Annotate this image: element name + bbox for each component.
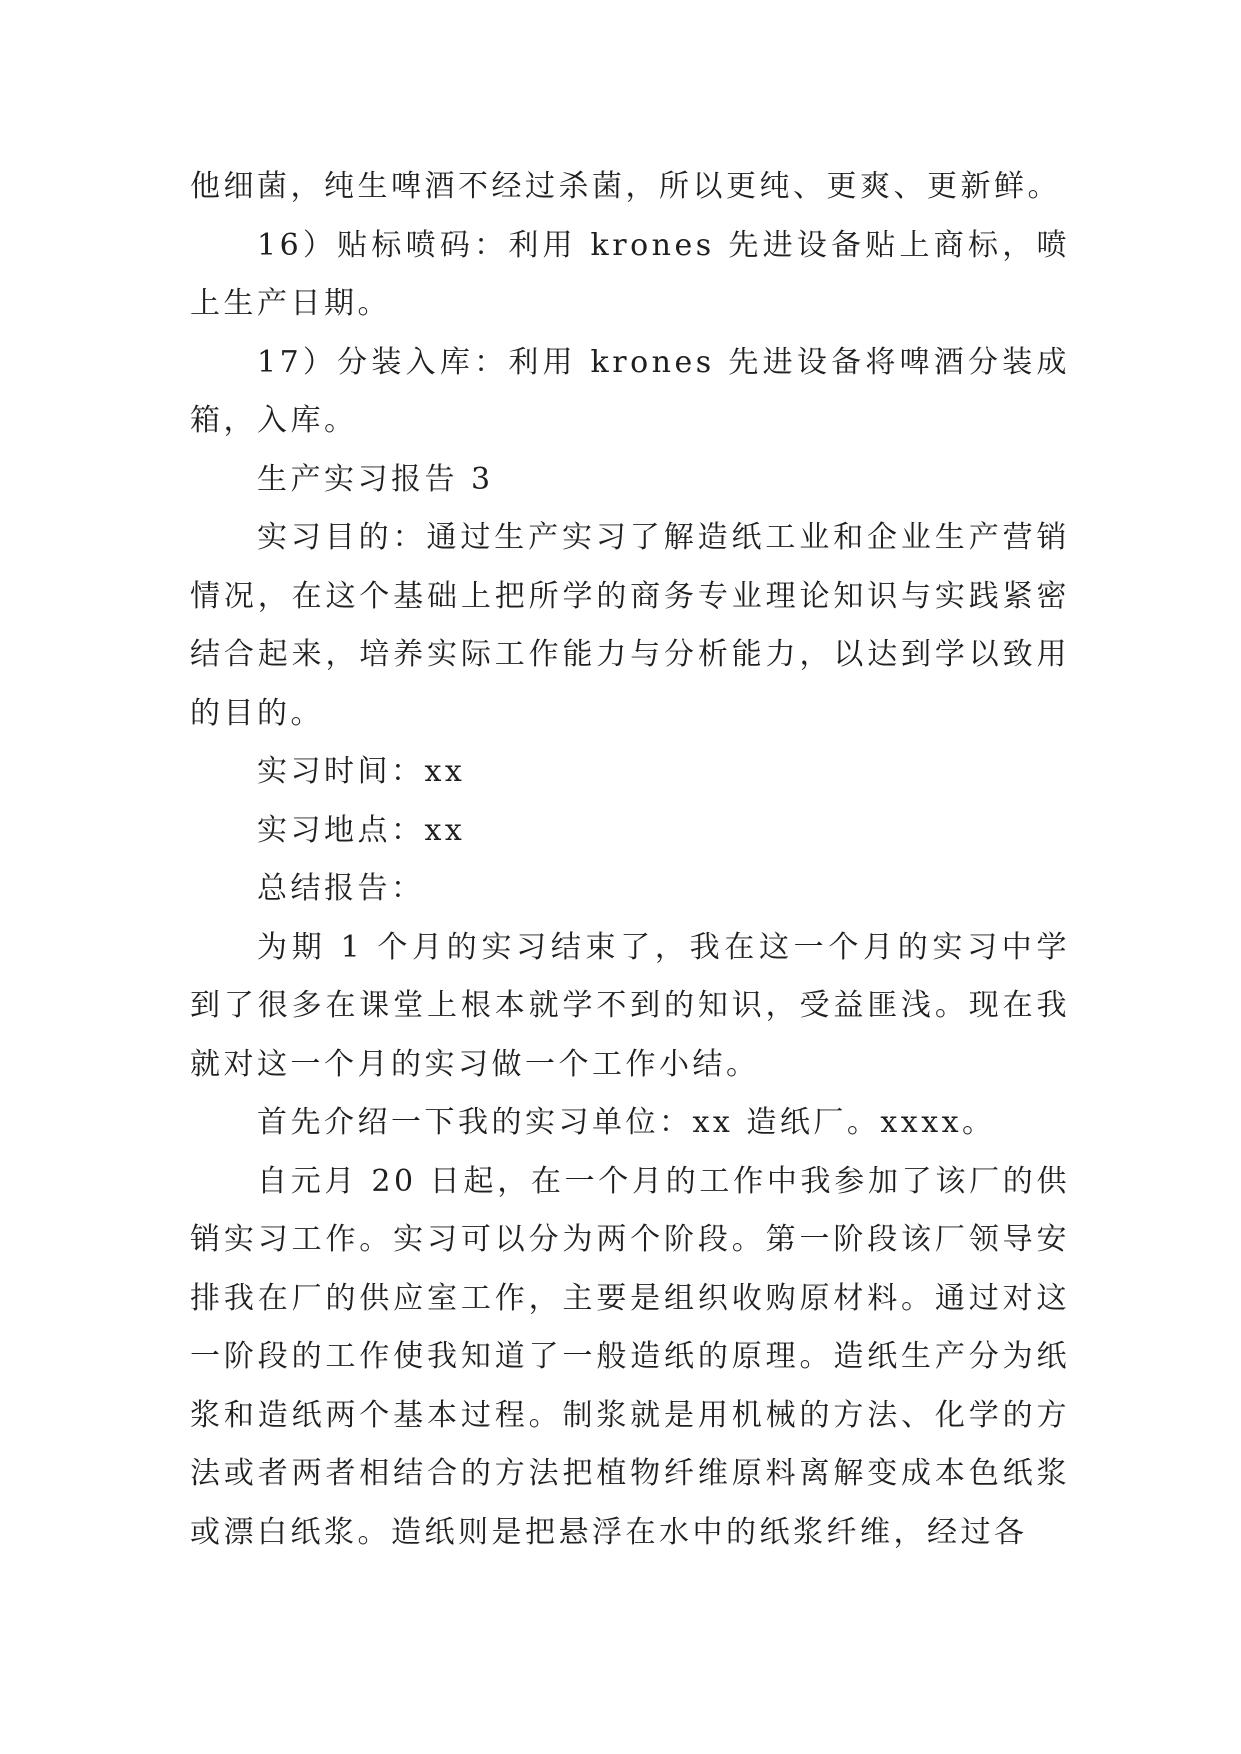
paragraph-location: 实习地点：xx bbox=[257, 812, 466, 848]
paragraph-1: 他细菌，纯生啤酒不经过杀菌，所以更纯、更爽、更新鲜。 bbox=[190, 169, 1061, 204]
paragraph-2: 16）贴标喷码：利用 krones 先进设备贴上商标，喷上生产日期。 bbox=[190, 227, 1070, 321]
paragraph-work: 自元月 20 日起，在一个月的工作中我参加了该厂的供销实习工作。实习可以分为两个阶段。第一阶段该厂领导安排我在厂的供应室工作，主要是组织收购原材料。通过对这一阶段的工作使我知道了一般造纸的原理。造纸生产分为纸浆和造纸两个基本过程。制浆就是用机械的方法、化学的方法或者两者相结合的方法把植物纤维原料离解变成本色纸浆或漂白纸浆。造纸则是把悬浮在水中的纸浆纤维，经过各 bbox=[190, 1163, 1070, 1550]
paragraph-3: 17）分装入库：利用 krones 先进设备将啤酒分装成箱，入库。 bbox=[190, 344, 1070, 438]
section-heading: 生产实习报告 3 bbox=[257, 461, 494, 497]
paragraph-summary-intro: 为期 1 个月的实习结束了，我在这一个月的实习中学到了很多在课堂上根本就学不到的知识，受益匪浅。现在我就对这一个月的实习做一个工作小结。 bbox=[190, 929, 1070, 1082]
paragraph-time: 实习时间：xx bbox=[257, 754, 466, 789]
paragraph-unit: 首先介绍一下我的实习单位：xx 造纸厂。xxxx。 bbox=[257, 1105, 996, 1140]
document-body bbox=[190, 158, 1070, 1562]
paragraph-summary-heading: 总结报告： bbox=[257, 871, 425, 906]
paragraph-purpose: 实习目的：通过生产实习了解造纸工业和企业生产营销情况，在这个基础上把所学的商务专业理论知识与实践紧密结合起来，培养实际工作能力与分析能力，以达到学以致用的目的。 bbox=[190, 520, 1070, 731]
